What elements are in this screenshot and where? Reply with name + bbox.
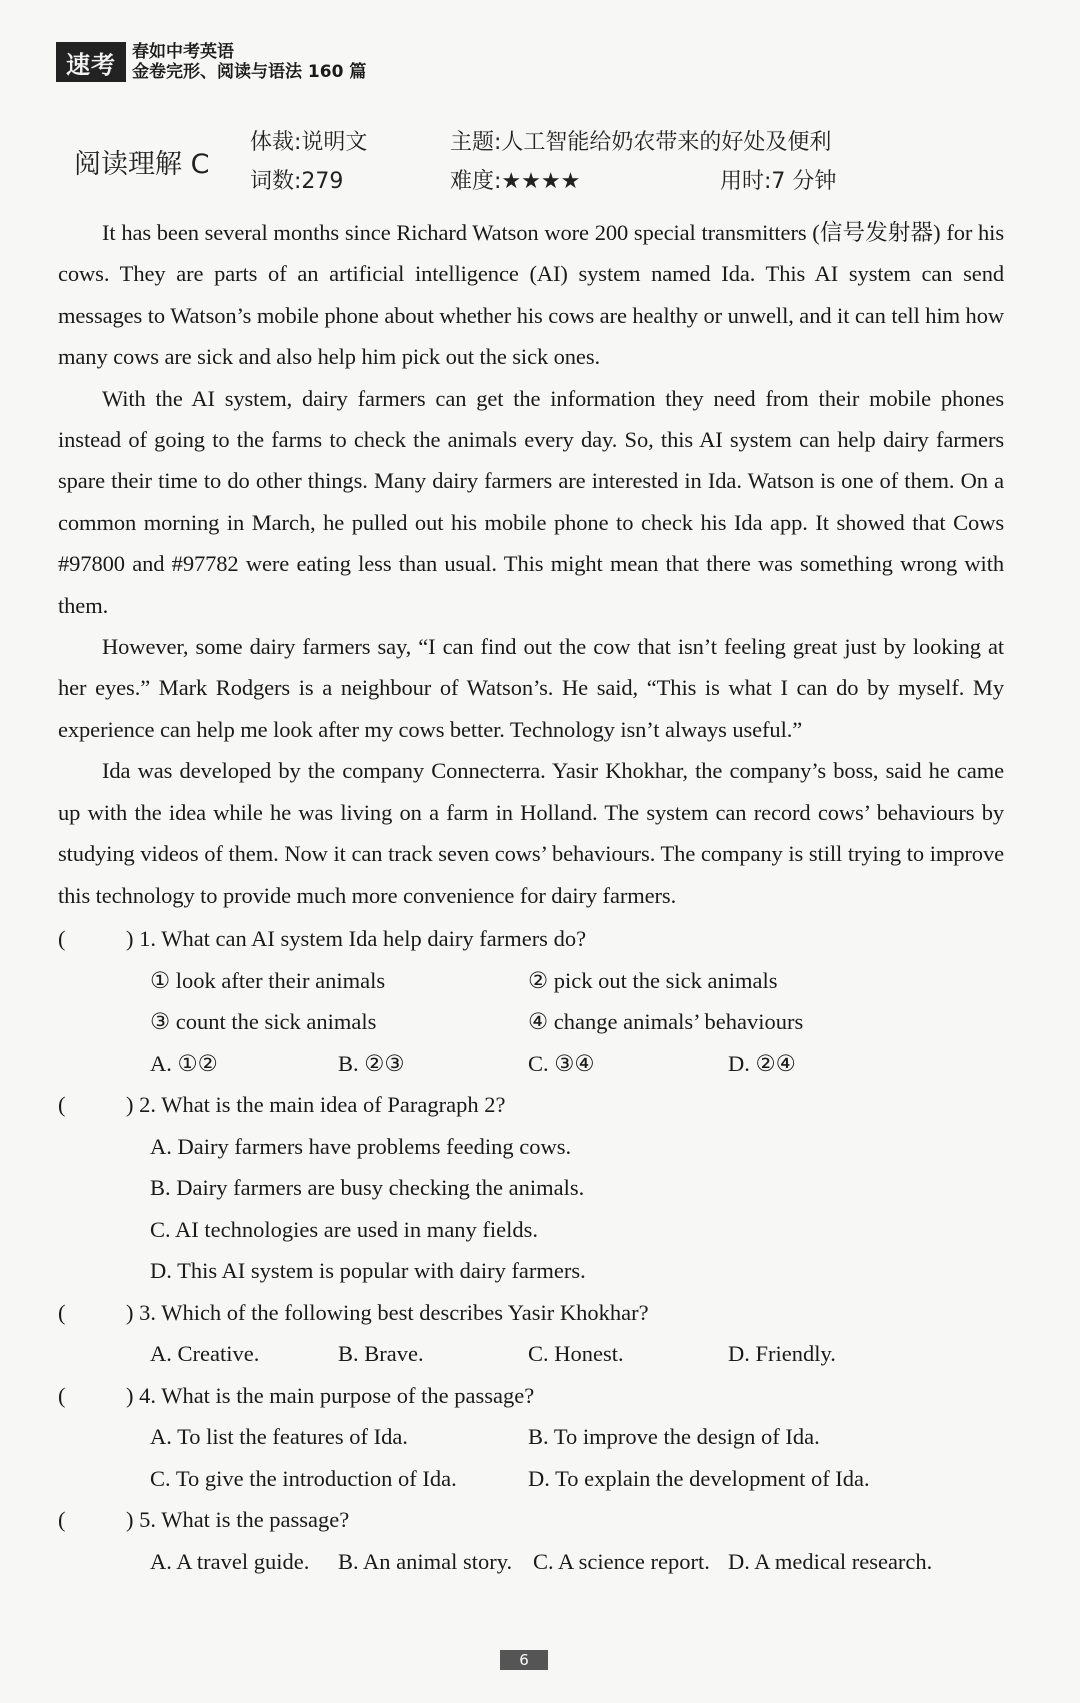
q1-items-row-1 <box>58 960 1004 1002</box>
question-3-stem: ) 3. Which of the following best describes Yasir Khokhar? <box>126 1299 649 1325</box>
q2-choice-d[interactable]: D. This AI system is popular with dairy farmers. <box>150 1258 586 1283</box>
question-4-stem: ) 4. What is the main purpose of the passage? <box>126 1382 535 1408</box>
q2-choice-a[interactable]: A. Dairy farmers have problems feeding cows. <box>150 1133 572 1159</box>
question-3 <box>58 1292 1004 1334</box>
q1-choice-d[interactable]: D. ②④ <box>728 1050 796 1076</box>
q5-choice-a[interactable]: A. A travel guide. <box>150 1548 310 1574</box>
question-1-stem: ) 1. What can AI system Ida help dairy farmers do? <box>126 926 587 951</box>
q2-choice-row-a <box>58 1126 1004 1168</box>
question-4 <box>58 1375 1004 1417</box>
question-list <box>58 918 1004 1582</box>
brand-logo: 速考 <box>56 42 126 82</box>
q2-choice-b[interactable]: B. Dairy farmers are busy checking the animals. <box>150 1175 585 1200</box>
q3-choices-row <box>58 1333 1004 1375</box>
brand-text <box>132 42 366 82</box>
q2-choice-row-c <box>58 1209 1004 1251</box>
question-2 <box>58 1084 1004 1126</box>
question-5-stem: ) 5. What is the passage? <box>126 1507 350 1532</box>
answer-blank-5[interactable]: ( <box>58 1507 66 1532</box>
series-name: 春如中考英语 <box>132 42 234 62</box>
q2-choice-row-b <box>58 1167 1004 1209</box>
q5-choice-b[interactable]: B. An animal story. <box>338 1548 513 1574</box>
section-title: 阅读理解 C <box>74 149 210 180</box>
q1-items-row-2 <box>58 1001 1004 1043</box>
word-count-label: 词数:279 <box>250 169 344 194</box>
question-5 <box>58 1499 1004 1541</box>
q2-choice-row-d <box>58 1250 1004 1292</box>
theme-label: 主题:人工智能给奶农带来的好处及便利 <box>450 130 832 155</box>
genre-label: 体裁:说明文 <box>250 130 368 155</box>
q1-item-3: ③ count the sick animals <box>150 1009 377 1034</box>
q3-choice-a[interactable]: A. Creative. <box>150 1341 260 1366</box>
reading-passage <box>58 212 1004 916</box>
q5-choices-row <box>58 1541 1004 1583</box>
answer-blank-1[interactable]: ( <box>58 926 66 951</box>
q4-choice-d[interactable]: D. To explain the development of Ida. <box>528 1465 870 1491</box>
q1-choice-a[interactable]: A. ①② <box>150 1050 218 1076</box>
q4-choice-b[interactable]: B. To improve the design of Ida. <box>528 1424 820 1449</box>
q1-choice-c[interactable]: C. ③④ <box>528 1050 595 1076</box>
q1-item-4: ④ change animals’ behaviours <box>528 1009 804 1034</box>
q1-choices-row <box>58 1043 1004 1085</box>
q2-choice-c[interactable]: C. AI technologies are used in many fields. <box>150 1216 539 1242</box>
page-number: 6 <box>500 1650 548 1670</box>
q5-choice-d[interactable]: D. A medical research. <box>728 1548 933 1574</box>
q4-choice-a[interactable]: A. To list the features of Ida. <box>150 1424 408 1449</box>
section-header <box>74 120 974 200</box>
q3-choice-d[interactable]: D. Friendly. <box>728 1341 836 1366</box>
q1-item-1: ① look after their animals <box>150 967 386 993</box>
q5-choice-c[interactable]: C. A science report. <box>533 1548 710 1574</box>
answer-blank-2[interactable]: ( <box>58 1092 66 1117</box>
q4-choice-c[interactable]: C. To give the introduction of Ida. <box>150 1465 457 1491</box>
passage-paragraph-2: With the AI system, dairy farmers can get the information they need from their mobile phones instead of going to the farms to check the animals every day. So, this AI system can help dairy farmers spare their time to do other things. Many dairy farmers are interested in Ida. Watson is one of them. On a common morning in March, he pulled out his mobile phone to check his Ida app. It showed that Cows #97800 and #97782 were eating less than usual. This might mean that there was something wrong with them. <box>58 385 1004 618</box>
q3-choice-b[interactable]: B. Brave. <box>338 1341 424 1366</box>
book-title: 金卷完形、阅读与语法 160 篇 <box>132 62 367 82</box>
q4-choices-row-2 <box>58 1458 1004 1500</box>
passage-paragraph-4: Ida was developed by the company Connecterra. Yasir Khokhar, the company’s boss, said he came up with the idea while he was living on a farm in Holland. The system can record cows’ behaviours by studying videos of them. Now it can track seven cows’ behaviours. The company is still trying to improve this technology to provide much more convenience for dairy farmers. <box>58 758 1004 908</box>
time-label: 用时:7 分钟 <box>720 169 837 194</box>
question-2-stem: ) 2. What is the main idea of Paragraph 2? <box>126 1092 506 1117</box>
question-1 <box>58 918 1004 960</box>
q1-choice-b[interactable]: B. ②③ <box>338 1050 405 1076</box>
passage-paragraph-3: However, some dairy farmers say, “I can find out the cow that isn’t feeling great just by looking at her eyes.” Mark Rodgers is a neighbour of Watson’s. He said, “This is what I can do by myself. My experience can help me look after my cows better. Technology isn’t always useful.” <box>58 634 1004 742</box>
q1-item-2: ② pick out the sick animals <box>528 967 778 993</box>
brand-header <box>56 42 366 82</box>
answer-blank-4[interactable]: ( <box>58 1382 66 1408</box>
q3-choice-c[interactable]: C. Honest. <box>528 1341 624 1366</box>
answer-blank-3[interactable]: ( <box>58 1299 66 1325</box>
difficulty-label: 难度:★★★★ <box>450 169 581 194</box>
q4-choices-row-1 <box>58 1416 1004 1458</box>
passage-paragraph-1: It has been several months since Richard Watson wore 200 special transmitters (信号发射器) for his cows. They are parts of an artificial intelligence (AI) system named Ida. This AI system can send messages to Watson’s mobile phone about whether his cows are healthy or unwell, and it can tell him how many cows are sick and also help him pick out the sick ones. <box>58 220 1004 370</box>
